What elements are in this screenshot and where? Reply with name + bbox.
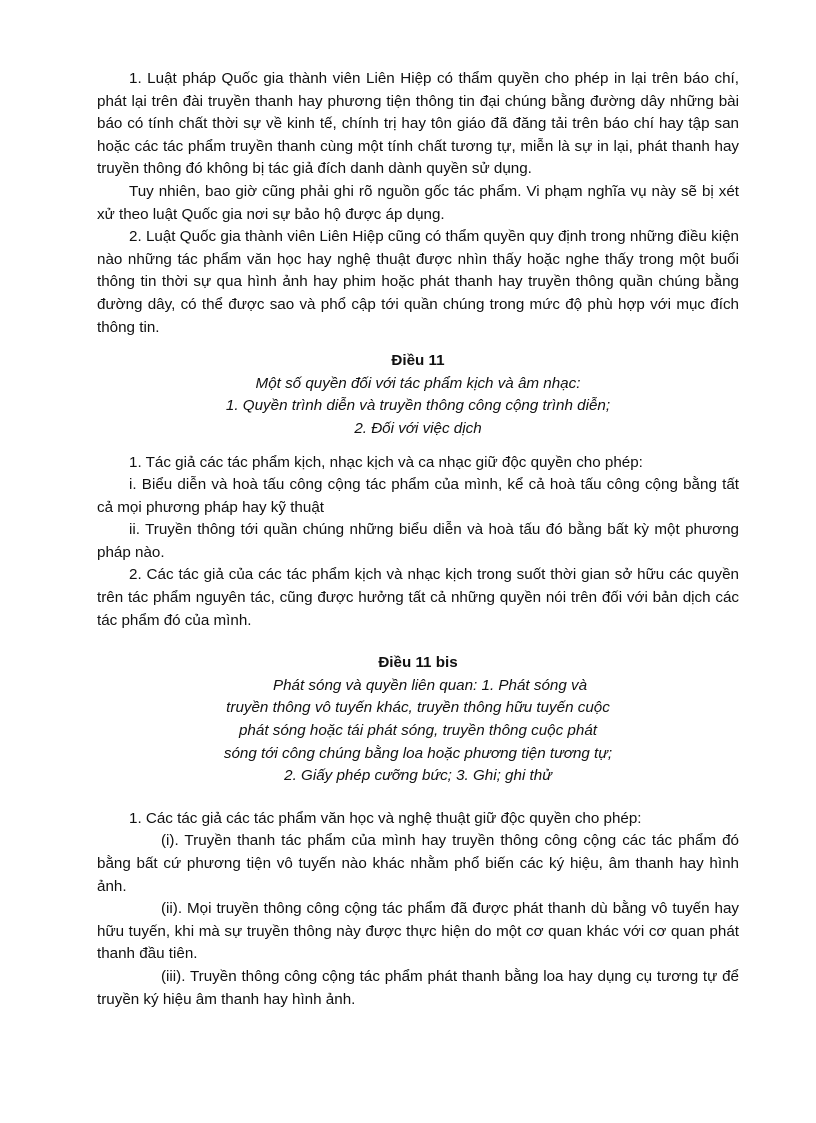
intro-paragraph-3: 2. Luật Quốc gia thành viên Liên Hiệp cũng có thẩm quyền quy định trong những điều kiện nào những tác phẩm văn học hay nghệ thuật được nhìn thấy hoặc nghe thấy trong một buổi thông tin thời sự qua hình ảnh hay phim hoặc phát thanh hay truyền thông quần chúng bằng đường dây, có thể được sao và phổ cập tới quần chúng trong mức độ phù hợp với mục đích thông tin. — [97, 228, 739, 336]
article-11bis-subtitle-4: sóng tới công chúng bằng loa hoặc phương tiện tương tự; — [223, 744, 613, 762]
article-11bis-title: Điều 11 bis — [378, 654, 458, 672]
article-11-subtitle-2: 1. Quyền trình diễn và truyền thông công cộng trình diễn; — [225, 397, 611, 415]
article-11-subtitle-3: 2. Đối với việc dịch — [354, 419, 482, 437]
article-11bis-paragraph-3: (ii). Mọi truyền thông công cộng tác phẩm đã được phát thanh dù bằng vô tuyến hay hữu tuyến, khi mà sự truyền thông này được thực hiện do một cơ quan khác với cơ quan phát thanh đầu tiên. — [97, 900, 739, 963]
article-11bis-subtitle-5: 2. Giấy phép cưỡng bức; 3. Ghi; ghi thử — [284, 767, 552, 785]
article-11-title: Điều 11 — [391, 352, 445, 370]
article-11bis-paragraph-1: 1. Các tác giả các tác phẩm văn học và nghệ thuật giữ độc quyền cho phép: — [129, 809, 642, 827]
article-11bis-subtitle-1: Phát sóng và quyền liên quan: 1. Phát sóng và — [272, 676, 588, 694]
article-11-paragraph-1: 1. Tác giả các tác phẩm kịch, nhạc kịch và ca nhạc giữ độc quyền cho phép: — [129, 453, 643, 471]
intro-paragraph-2: Tuy nhiên, bao giờ cũng phải ghi rõ nguồn gốc tác phẩm. Vi phạm nghĩa vụ này sẽ bị xét xử theo luật Quốc gia nơi sự bảo hộ được áp dụng. — [97, 182, 739, 223]
article-11bis-subtitle-2: truyền thông vô tuyến khác, truyền thông hữu tuyến cuộc — [226, 699, 610, 717]
document-page — [97, 68, 739, 1011]
article-11-paragraph-2: i. Biểu diễn và hoà tấu công cộng tác phẩm của mình, kể cả hoà tấu công cộng bằng tất cả mọi phương pháp hay kỹ thuật — [97, 476, 739, 516]
article-11bis-subtitle-3: phát sóng hoặc tái phát sóng, truyền thông cuộc phát — [238, 722, 597, 740]
article-11-subtitle-1: Một số quyền đối với tác phẩm kịch và âm nhạc: — [255, 374, 581, 392]
article-11-paragraph-4: 2. Các tác giả của các tác phẩm kịch và nhạc kịch trong suốt thời gian sở hữu các quyền trên tác phẩm nguyên tác, cũng được hưởng tất cả những quyền nói trên đối với bản dịch các tác phẩm đó của mình. — [97, 566, 739, 629]
article-11bis-paragraph-4: (iii). Truyền thông công cộng tác phẩm phát thanh bằng loa hay dụng cụ tương tự để truyền ký hiệu âm thanh hay hình ảnh. — [97, 967, 739, 1008]
article-11bis-paragraph-2: (i). Truyền thanh tác phẩm của mình hay truyền thông công cộng các tác phẩm đó bằng bất cứ phương tiện vô tuyến nào khác nhằm phổ biến các ký hiệu, âm thanh hay hình ảnh. — [97, 832, 739, 895]
intro-paragraph-1: 1. Luật pháp Quốc gia thành viên Liên Hiệp có thẩm quyền cho phép in lại trên báo chí, phát lại trên đài truyền thanh hay phương tiện thông tin đại chúng bằng đường dây những bài báo có tính chất thời sự về kinh tế, chính trị hay tôn giáo đã đăng tải trên báo chí hay tập san hoặc các tác phẩm truyền thanh cùng một tính chất tương tự, miễn là sự in lại, phát thanh hay truyền thông đó không bị tác giả đích danh dành quyền sử dụng. — [97, 70, 739, 178]
article-11-paragraph-3: ii. Truyền thông tới quần chúng những biểu diễn và hoà tấu đó bằng bất kỳ một phương pháp nào. — [97, 521, 739, 561]
